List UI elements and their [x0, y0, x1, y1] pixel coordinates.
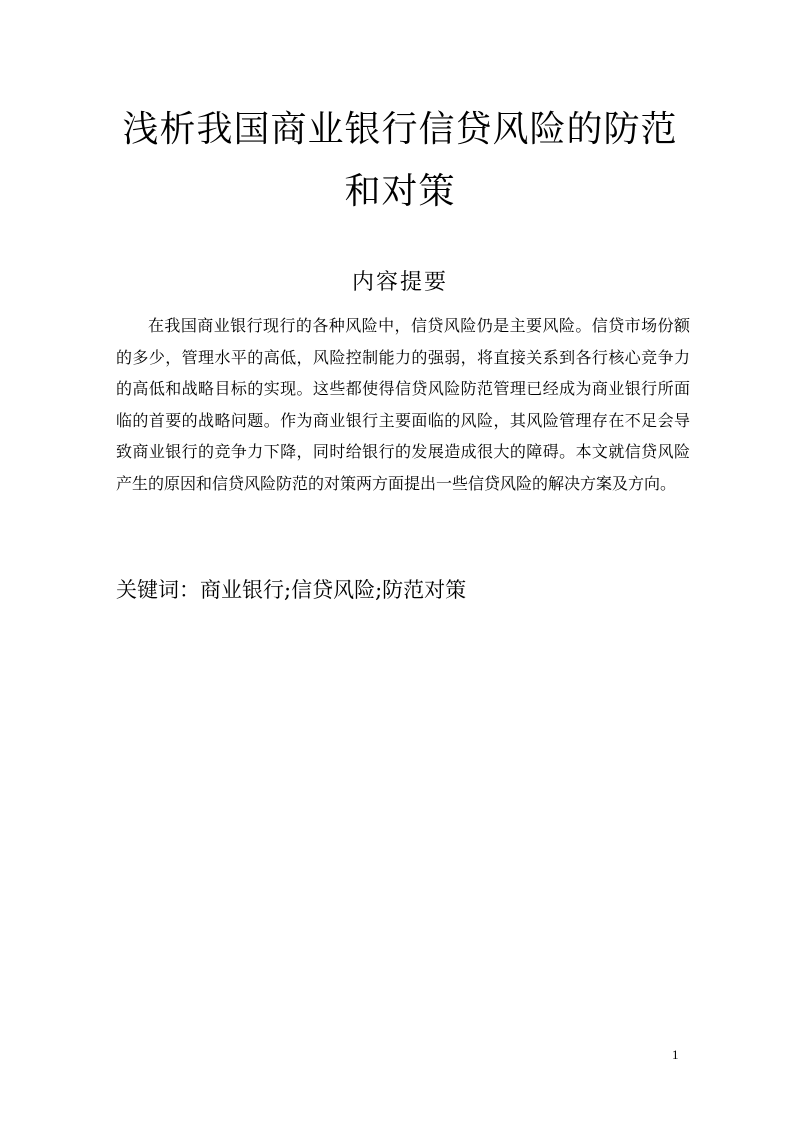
abstract-body: 在我国商业银行现行的各种风险中，信贷风险仍是主要风险。信贷市场份额的多少，管理水平的高低，风险控制能力的强弱，将直接关系到各行核心竞争力的高低和战略目标的实现。这些都使得信贷风险防范管理已经成为商业银行所面临的首要的战略问题。作为商业银行主要面临的风险，其风险管理存在不足会导致商业银行的竞争力下降，同时给银行的发展造成很大的障碍。本文就信贷风险产生的原因和信贷风险防范的对策两方面提出一些信贷风险的解决方案及方向。 [116, 316, 690, 493]
page-number: 1 [672, 1047, 679, 1062]
paper-title-line-2: 和对策 [344, 171, 456, 212]
keywords-line: 关键词：商业银行;信贷风险;防范对策 [116, 578, 467, 602]
paper-title-line-1: 浅析我国商业银行信贷风险的防范 [122, 109, 678, 150]
abstract-heading: 内容提要 [351, 270, 448, 295]
